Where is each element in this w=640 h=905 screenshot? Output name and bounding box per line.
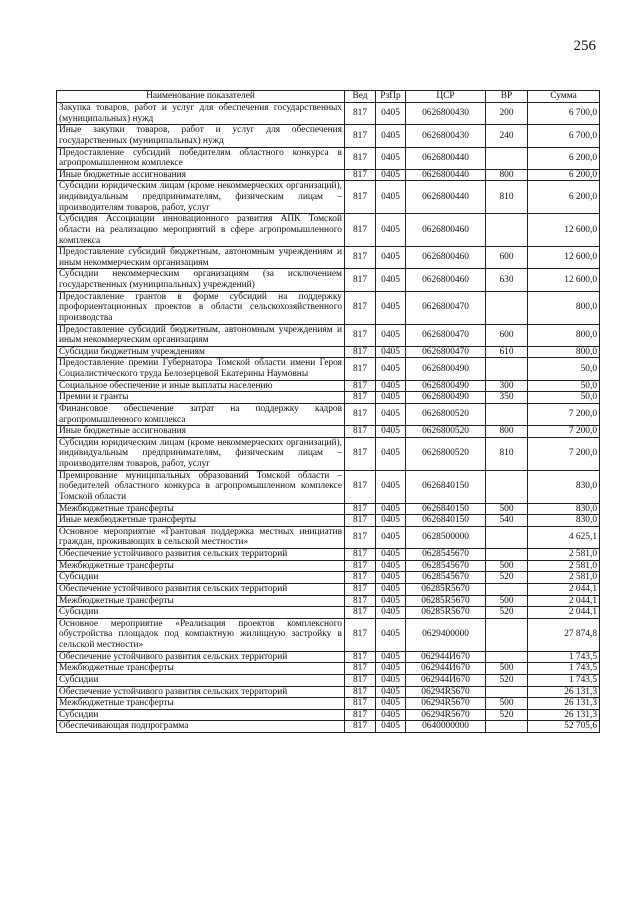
cell-name: Предоставление субсидий победителям областного конкурса в агропромышленном комплексе (57, 147, 345, 169)
cell-sum: 6 200,0 (528, 181, 600, 214)
cell-csr: 0626800520 (406, 403, 486, 425)
table-row (57, 674, 600, 686)
cell-rzpr: 0405 (376, 291, 406, 324)
cell-name: Финансовое обеспечение затрат на поддержку кадров агропромышленного комплекса (57, 403, 345, 425)
cell-sum: 12 600,0 (528, 269, 600, 291)
cell-sum: 830,0 (528, 470, 600, 503)
cell-vr (486, 214, 528, 247)
cell-ved: 817 (345, 437, 376, 470)
table-row (57, 346, 600, 358)
cell-csr: 06294R5670 (406, 686, 486, 698)
cell-vr (486, 618, 528, 651)
cell-rzpr: 0405 (376, 721, 406, 733)
cell-vr: 520 (486, 709, 528, 721)
cell-ved: 817 (345, 125, 376, 147)
cell-vr: 500 (486, 560, 528, 572)
cell-ved: 817 (345, 607, 376, 619)
cell-sum: 6 200,0 (528, 147, 600, 169)
cell-vr (486, 686, 528, 698)
cell-csr: 062944И670 (406, 663, 486, 675)
cell-ved: 817 (345, 247, 376, 269)
cell-csr: 0626800470 (406, 324, 486, 346)
cell-ved: 817 (345, 663, 376, 675)
cell-vr: 630 (486, 269, 528, 291)
cell-sum: 52 705,6 (528, 721, 600, 733)
cell-rzpr: 0405 (376, 515, 406, 527)
cell-sum: 12 600,0 (528, 247, 600, 269)
cell-rzpr: 0405 (376, 651, 406, 663)
cell-ved: 817 (345, 269, 376, 291)
cell-sum: 4 625,1 (528, 526, 600, 548)
cell-name: Предоставление субсидий бюджетным, автономным учреждениям и иным некоммерческим организациям (57, 324, 345, 346)
table-row (57, 709, 600, 721)
cell-rzpr: 0405 (376, 583, 406, 595)
cell-name: Субсидии бюджетным учреждениям (57, 346, 345, 358)
cell-ved: 817 (345, 358, 376, 380)
cell-vr: 600 (486, 247, 528, 269)
cell-vr: 610 (486, 346, 528, 358)
header-ved: Вед (345, 91, 376, 103)
cell-name: Межбюджетные трансферты (57, 698, 345, 710)
cell-vr (486, 470, 528, 503)
cell-csr: 0626800460 (406, 247, 486, 269)
cell-sum: 26 131,3 (528, 698, 600, 710)
cell-csr: 0626800470 (406, 346, 486, 358)
cell-csr: 0628545670 (406, 572, 486, 584)
cell-name: Субсидии юридическим лицам (кроме некоммерческих организаций), индивидуальным предпринимателям, физическим лицам – производителям товаров, работ, услуг (57, 437, 345, 470)
table-row (57, 403, 600, 425)
cell-rzpr: 0405 (376, 358, 406, 380)
cell-ved: 817 (345, 709, 376, 721)
cell-vr (486, 549, 528, 561)
cell-csr: 062944И670 (406, 674, 486, 686)
cell-sum: 1 743,5 (528, 663, 600, 675)
cell-vr (486, 403, 528, 425)
table-row (57, 358, 600, 380)
cell-name: Субсидии (57, 709, 345, 721)
cell-ved: 817 (345, 618, 376, 651)
cell-csr: 0626800440 (406, 169, 486, 181)
cell-sum: 2 581,0 (528, 560, 600, 572)
cell-rzpr: 0405 (376, 526, 406, 548)
cell-vr (486, 291, 528, 324)
cell-rzpr: 0405 (376, 269, 406, 291)
table-row (57, 618, 600, 651)
cell-rzpr: 0405 (376, 674, 406, 686)
cell-name: Обеспечение устойчивого развития сельских территорий (57, 583, 345, 595)
cell-sum: 2 581,0 (528, 572, 600, 584)
cell-rzpr: 0405 (376, 437, 406, 470)
table-row (57, 607, 600, 619)
cell-name: Субсидия Ассоциации инновационного развития АПК Томской области на реализацию мероприятий в сфере агропромышленного комплекса (57, 214, 345, 247)
cell-sum: 800,0 (528, 346, 600, 358)
cell-vr: 240 (486, 125, 528, 147)
cell-rzpr: 0405 (376, 403, 406, 425)
table-row (57, 247, 600, 269)
cell-vr: 540 (486, 515, 528, 527)
cell-ved: 817 (345, 515, 376, 527)
cell-name: Премии и гранты (57, 392, 345, 404)
table-row (57, 426, 600, 438)
cell-ved: 817 (345, 426, 376, 438)
cell-name: Обеспечение устойчивого развития сельских территорий (57, 686, 345, 698)
table-row (57, 103, 600, 125)
cell-name: Обеспечение устойчивого развития сельских территорий (57, 549, 345, 561)
cell-csr: 0626800460 (406, 214, 486, 247)
cell-rzpr: 0405 (376, 181, 406, 214)
cell-sum: 12 600,0 (528, 214, 600, 247)
cell-ved: 817 (345, 147, 376, 169)
cell-ved: 817 (345, 324, 376, 346)
cell-vr: 200 (486, 103, 528, 125)
cell-name: Иные бюджетные ассигнования (57, 426, 345, 438)
cell-ved: 817 (345, 595, 376, 607)
cell-rzpr: 0405 (376, 595, 406, 607)
header-name: Наименование показателей (57, 91, 345, 103)
cell-csr: 0626840150 (406, 470, 486, 503)
table-row (57, 470, 600, 503)
cell-rzpr: 0405 (376, 380, 406, 392)
table-row (57, 686, 600, 698)
cell-csr: 06294R5670 (406, 698, 486, 710)
cell-ved: 817 (345, 651, 376, 663)
cell-sum: 6 700,0 (528, 103, 600, 125)
cell-vr: 500 (486, 663, 528, 675)
cell-vr: 300 (486, 380, 528, 392)
cell-vr: 520 (486, 572, 528, 584)
cell-ved: 817 (345, 181, 376, 214)
cell-rzpr: 0405 (376, 147, 406, 169)
cell-rzpr: 0405 (376, 698, 406, 710)
header-vr: ВР (486, 91, 528, 103)
cell-rzpr: 0405 (376, 686, 406, 698)
cell-csr: 06285R5670 (406, 607, 486, 619)
table-row (57, 721, 600, 733)
header-csr: ЦСР (406, 91, 486, 103)
budget-table (56, 90, 600, 733)
table-row (57, 269, 600, 291)
cell-vr (486, 147, 528, 169)
cell-ved: 817 (345, 686, 376, 698)
cell-rzpr: 0405 (376, 549, 406, 561)
cell-rzpr: 0405 (376, 560, 406, 572)
cell-rzpr: 0405 (376, 663, 406, 675)
cell-sum: 6 700,0 (528, 125, 600, 147)
cell-name: Межбюджетные трансферты (57, 663, 345, 675)
cell-ved: 817 (345, 698, 376, 710)
table-body (57, 103, 600, 733)
cell-vr: 500 (486, 698, 528, 710)
table-row (57, 380, 600, 392)
cell-ved: 817 (345, 560, 376, 572)
cell-csr: 0628545670 (406, 560, 486, 572)
cell-sum: 2 044,1 (528, 607, 600, 619)
cell-rzpr: 0405 (376, 214, 406, 247)
cell-rzpr: 0405 (376, 247, 406, 269)
cell-csr: 0626800440 (406, 181, 486, 214)
cell-ved: 817 (345, 674, 376, 686)
cell-vr: 500 (486, 595, 528, 607)
cell-sum: 6 200,0 (528, 169, 600, 181)
cell-csr: 0629400000 (406, 618, 486, 651)
table-row (57, 169, 600, 181)
table-row (57, 324, 600, 346)
table-row (57, 651, 600, 663)
cell-name: Закупка товаров, работ и услуг для обеспечения государственных (муниципальных) нужд (57, 103, 345, 125)
table-row (57, 147, 600, 169)
cell-sum: 50,0 (528, 380, 600, 392)
cell-rzpr: 0405 (376, 618, 406, 651)
cell-sum: 1 743,5 (528, 651, 600, 663)
cell-sum: 830,0 (528, 515, 600, 527)
cell-name: Субсидии (57, 572, 345, 584)
cell-vr: 810 (486, 181, 528, 214)
table-row (57, 214, 600, 247)
table-row (57, 181, 600, 214)
cell-vr: 800 (486, 169, 528, 181)
cell-sum: 2 044,1 (528, 595, 600, 607)
cell-sum: 830,0 (528, 503, 600, 515)
cell-vr (486, 583, 528, 595)
cell-name: Премирование муниципальных образований Томской области – победителей областного конкурса в агропромышленном комплексе Томской области (57, 470, 345, 503)
cell-ved: 817 (345, 572, 376, 584)
table-row (57, 526, 600, 548)
cell-vr: 600 (486, 324, 528, 346)
cell-vr: 800 (486, 426, 528, 438)
table-header-row (57, 91, 600, 103)
cell-name: Обеспечение устойчивого развития сельских территорий (57, 651, 345, 663)
cell-rzpr: 0405 (376, 324, 406, 346)
table-row (57, 125, 600, 147)
cell-ved: 817 (345, 169, 376, 181)
cell-name: Предоставление грантов в форме субсидий на поддержку профориентационных проектов в области сельскохозяйственного производства (57, 291, 345, 324)
table-row (57, 392, 600, 404)
cell-name: Межбюджетные трансферты (57, 560, 345, 572)
cell-ved: 817 (345, 392, 376, 404)
table-row (57, 291, 600, 324)
cell-rzpr: 0405 (376, 607, 406, 619)
cell-ved: 817 (345, 470, 376, 503)
header-rzpr: РзПр (376, 91, 406, 103)
cell-vr (486, 526, 528, 548)
cell-csr: 0626800490 (406, 358, 486, 380)
cell-sum: 7 200,0 (528, 426, 600, 438)
cell-rzpr: 0405 (376, 426, 406, 438)
cell-csr: 06294R5670 (406, 709, 486, 721)
cell-vr (486, 358, 528, 380)
cell-rzpr: 0405 (376, 392, 406, 404)
cell-csr: 0626800460 (406, 269, 486, 291)
cell-csr: 0628500000 (406, 526, 486, 548)
cell-vr (486, 651, 528, 663)
cell-vr: 520 (486, 607, 528, 619)
table-row (57, 549, 600, 561)
table-row (57, 437, 600, 470)
cell-vr: 500 (486, 503, 528, 515)
cell-sum: 2 044,1 (528, 583, 600, 595)
cell-vr (486, 721, 528, 733)
cell-name: Предоставление субсидий бюджетным, автономным учреждениям и иным некоммерческим организациям (57, 247, 345, 269)
cell-csr: 0626800520 (406, 426, 486, 438)
cell-name: Иные межбюджетные трансферты (57, 515, 345, 527)
table-row (57, 595, 600, 607)
cell-sum: 7 200,0 (528, 403, 600, 425)
cell-csr: 0628545670 (406, 549, 486, 561)
cell-name: Иные бюджетные ассигнования (57, 169, 345, 181)
table-row (57, 663, 600, 675)
cell-name: Социальное обеспечение и иные выплаты населению (57, 380, 345, 392)
table-row (57, 515, 600, 527)
cell-csr: 0626840150 (406, 515, 486, 527)
cell-rzpr: 0405 (376, 572, 406, 584)
cell-rzpr: 0405 (376, 709, 406, 721)
cell-csr: 0626800440 (406, 147, 486, 169)
cell-sum: 2 581,0 (528, 549, 600, 561)
cell-rzpr: 0405 (376, 470, 406, 503)
cell-name: Основное мероприятие «Грантовая поддержка местных инициатив граждан, проживающих в сельской местности» (57, 526, 345, 548)
cell-name: Основное мероприятие «Реализация проектов комплексного обустройства площадок под компактную жилищную застройку в сельской местности» (57, 618, 345, 651)
cell-name: Субсидии юридическим лицам (кроме некоммерческих организаций), индивидуальным предпринимателям, физическим лицам – производителям товаров, работ, услуг (57, 181, 345, 214)
cell-csr: 0626840150 (406, 503, 486, 515)
cell-sum: 800,0 (528, 291, 600, 324)
table-row (57, 698, 600, 710)
cell-vr: 810 (486, 437, 528, 470)
cell-csr: 0626800430 (406, 103, 486, 125)
cell-ved: 817 (345, 526, 376, 548)
cell-rzpr: 0405 (376, 103, 406, 125)
cell-sum: 1 743,5 (528, 674, 600, 686)
cell-sum: 26 131,3 (528, 709, 600, 721)
table-row (57, 583, 600, 595)
cell-csr: 0626800430 (406, 125, 486, 147)
cell-name: Межбюджетные трансферты (57, 503, 345, 515)
cell-name: Субсидии (57, 607, 345, 619)
cell-name: Предоставление премии Губернатора Томской области имени Героя Социалистического труда Белозерцевой Екатерины Наумовны (57, 358, 345, 380)
cell-ved: 817 (345, 583, 376, 595)
cell-ved: 817 (345, 549, 376, 561)
cell-csr: 06285R5670 (406, 583, 486, 595)
header-sum: Сумма (528, 91, 600, 103)
cell-csr: 0626800490 (406, 380, 486, 392)
cell-ved: 817 (345, 103, 376, 125)
cell-sum: 27 874,8 (528, 618, 600, 651)
cell-sum: 50,0 (528, 392, 600, 404)
page-number: 256 (573, 38, 596, 54)
cell-vr: 350 (486, 392, 528, 404)
cell-ved: 817 (345, 291, 376, 324)
cell-csr: 0626800490 (406, 392, 486, 404)
cell-csr: 0640000000 (406, 721, 486, 733)
cell-name: Обеспечивающая подпрограмма (57, 721, 345, 733)
cell-name: Субсидии некоммерческим организациям (за исключением государственных (муниципальных) учреждений) (57, 269, 345, 291)
cell-name: Межбюджетные трансферты (57, 595, 345, 607)
cell-sum: 50,0 (528, 358, 600, 380)
cell-rzpr: 0405 (376, 503, 406, 515)
cell-name: Субсидии (57, 674, 345, 686)
cell-csr: 0626800520 (406, 437, 486, 470)
cell-rzpr: 0405 (376, 169, 406, 181)
cell-sum: 800,0 (528, 324, 600, 346)
cell-name: Иные закупки товаров, работ и услуг для обеспечения государственных (муниципальных) нужд (57, 125, 345, 147)
cell-ved: 817 (345, 403, 376, 425)
cell-ved: 817 (345, 503, 376, 515)
table-row (57, 572, 600, 584)
cell-ved: 817 (345, 214, 376, 247)
cell-rzpr: 0405 (376, 346, 406, 358)
cell-csr: 062944И670 (406, 651, 486, 663)
cell-ved: 817 (345, 346, 376, 358)
table-row (57, 560, 600, 572)
cell-ved: 817 (345, 380, 376, 392)
cell-csr: 0626800470 (406, 291, 486, 324)
table-row (57, 503, 600, 515)
cell-vr: 520 (486, 674, 528, 686)
cell-sum: 7 200,0 (528, 437, 600, 470)
cell-csr: 06285R5670 (406, 595, 486, 607)
cell-rzpr: 0405 (376, 125, 406, 147)
cell-ved: 817 (345, 721, 376, 733)
cell-sum: 26 131,3 (528, 686, 600, 698)
